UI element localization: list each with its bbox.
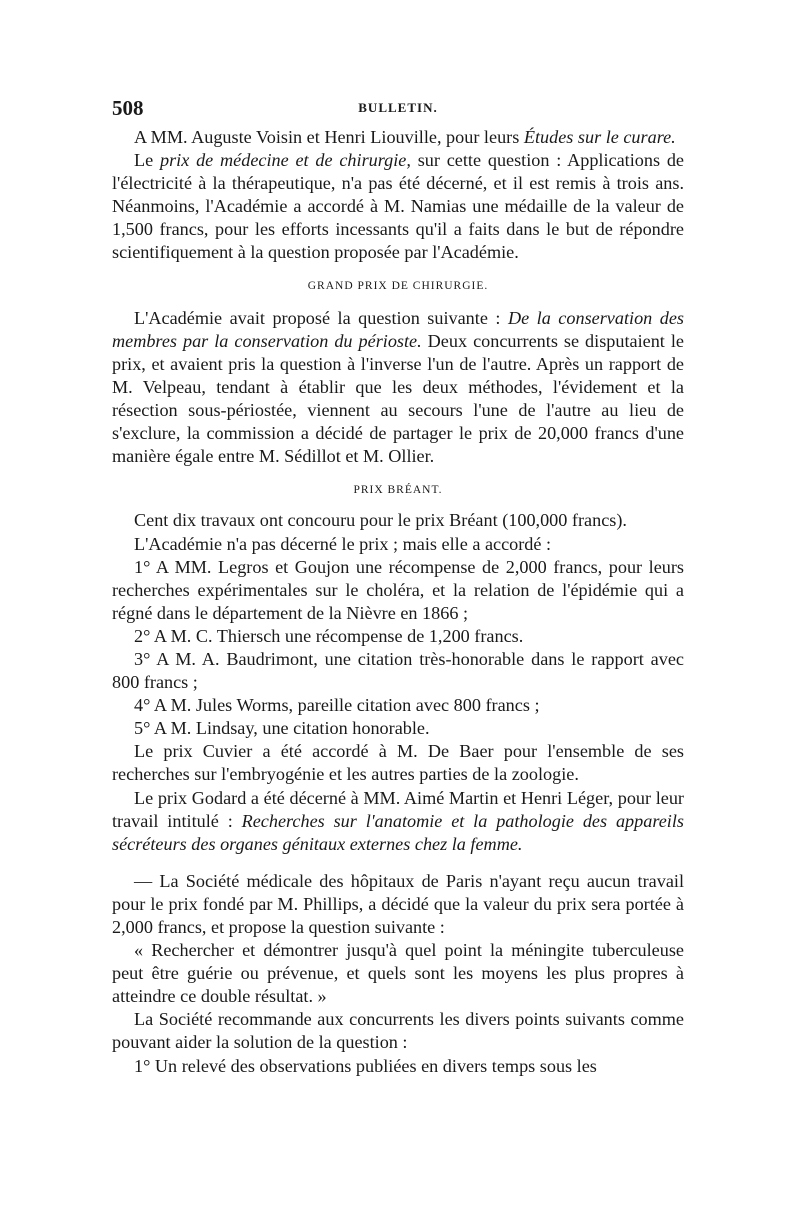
paragraph-prix-godard <box>112 787 684 856</box>
paragraph-societe-medicale: — La Société médicale des hôpitaux de Paris n'ayant reçu aucun travail pour le prix fondé par M. Phillips, a décidé que la valeur du prix sera portée à 2,000 francs, et propose la question suivante : <box>112 870 684 937</box>
running-title: BULLETIN. <box>358 100 438 115</box>
paragraph-breant-note: L'Académie n'a pas décerné le prix ; mais elle a accordé : <box>134 533 552 554</box>
paragraph-recommandation: La Société recommande aux concurrents les divers points suivants comme pouvant aider la solution de la question : <box>112 1009 684 1053</box>
paragraph-breant-intro: Cent dix travaux ont concouru pour le prix Bréant (100,000 francs). <box>134 510 627 531</box>
paragraph-prix-medecine <box>112 149 684 264</box>
question-title: De la conservation des membres par la conservation du périoste. <box>112 307 684 351</box>
prize-title: prix de médecine et de chirurgie, <box>159 150 411 171</box>
list-item-3: 3° A M. A. Baudrimont, une citation très-honorable dans le rapport avec 800 francs ; <box>112 648 684 693</box>
paragraph-prix-cuvier: Le prix Cuvier a été accordé à M. De Baer pour l'ensemble de ses recherches sur l'embryogénie et les autres parties de la zoologie. <box>112 741 684 785</box>
paragraph-text: Deux concurrents se disputaient le prix, et avaient pris la question à l'inverse l'un de l'autre. Après un rapport de M. Velpeau, tendant à établir que les deux méthodes, l'évidement et la résection sous-périostée, viennent au secours l'une de l'autre au lieu de s'exclure, la commission a décidé de partager le prix de 20,000 francs d'une manière égale entre M. Sédillot et M. Ollier. <box>112 330 684 467</box>
work-title: Recherches sur l'anatomie et la pathologie des appareils sécréteurs des organes génitaux externes chez la femme. <box>112 810 684 854</box>
page-number: 508 <box>112 96 144 120</box>
paragraph-text: Le prix Godard a été décerné à MM. Aimé Martin et Henri Léger, pour leur travail intitulé : <box>112 787 684 831</box>
list-item-4: 4° A M. Jules Worms, pareille citation avec 800 francs ; <box>134 695 540 716</box>
paragraph-text: sur cette question : Applications de l'électricité à la thérapeutique, n'a pas été décerné, et il est remis à trois ans. Néanmoins, l'Académie a accordé à M. Namias une médaille de la valeur de 1,500 francs, pour les efforts incessants qu'il a faits dans le but de répondre scientifiquement à la question proposée par l'Académie. <box>112 150 685 263</box>
paragraph-point-1: 1° Un relevé des observations publiées en divers temps sous les <box>134 1055 597 1076</box>
page-body <box>112 126 684 1078</box>
page-header <box>112 96 684 120</box>
section-heading-prix-breant: PRIX BRÉANT. <box>353 484 443 497</box>
paragraph-text: A MM. Auguste Voisin et Henri Liouville, pour leurs <box>134 127 524 147</box>
work-title: Études sur le curare. <box>523 127 676 147</box>
paragraph-text: Le <box>134 150 160 171</box>
list-item-2: 2° A M. C. Thiersch une récompense de 1,200 francs. <box>134 625 524 646</box>
list-item-1: 1° A MM. Legros et Goujon une récompense de 2,000 francs, pour leurs recherches expérimentales sur le choléra, et la relation de l'épidémie qui a régné dans le département de la Nièvre en 1866 ; <box>112 556 684 623</box>
paragraph-grand-prix <box>112 307 684 469</box>
paragraph-text: L'Académie avait proposé la question suivante : <box>134 307 508 328</box>
paragraph-question-quote: « Rechercher et démontrer jusqu'à quel point la méningite tuberculeuse peut être guérie ou prévenue, et quels sont les moyens les plus propres à atteindre ce double résultat. » <box>112 940 684 1007</box>
section-heading-grand-prix: GRAND PRIX DE CHIRURGIE. <box>307 279 489 292</box>
list-item-5: 5° A M. Lindsay, une citation honorable. <box>134 718 430 739</box>
paragraph-voisin-liouville <box>112 126 684 149</box>
